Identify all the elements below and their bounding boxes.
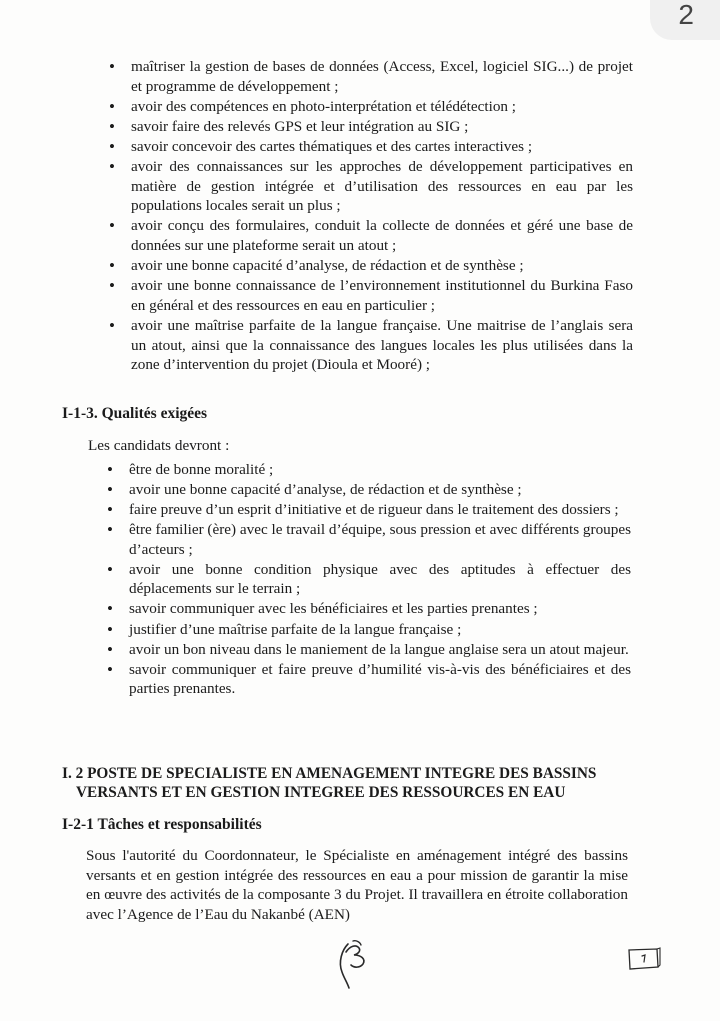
section-intro: Les candidats devront : [88, 437, 230, 454]
list-item: • avoir une bonne condition physique avec des aptitudes à effectuer des déplacements sur le terrain ; [129, 560, 631, 599]
section-paragraph: Sous l'autorité du Coordonnateur, le Spécialiste en aménagement intégré des bassins versants et en gestion intégrée des ressources en eau a pour mission de garantir la mise en œuvre des activités de la composante 3 du Projet. Il travaillera en étroite collaboration avec l’Agence de l’Eau du Nakanbé (AEN) [86, 847, 628, 923]
section-heading-taches: I-2-1 Tâches et responsabilités [62, 816, 262, 833]
list-item: • avoir une maîtrise parfaite de la langue française. Une maitrise de l’anglais sera un atout, ainsi que la connaissance des langues locales les plus utilisées dans la zone d’intervention du projet (Dioula et Mooré) ; [131, 316, 633, 375]
list-item: • avoir des compétences en photo-interprétation et télédétection ; [131, 97, 633, 117]
list-item: • faire preuve d’un esprit d’initiative et de rigueur dans le traitement des dossiers ; [129, 500, 631, 520]
signature-icon [334, 938, 374, 995]
list-item: • maîtriser la gestion de bases de données (Access, Excel, logiciel SIG...) de projet et programme de développement ; [131, 57, 633, 96]
stamp-icon [627, 945, 661, 973]
skills-list [131, 57, 633, 375]
list-item: • avoir un bon niveau dans le maniement de la langue anglaise sera un atout majeur. [129, 640, 631, 660]
heading-line: I. 2 POSTE DE SPECIALISTE EN AMENAGEMENT INTEGRE DES BASSINS [62, 765, 597, 782]
heading-line: VERSANTS ET EN GESTION INTEGREE DES RESSOURCES EN EAU [76, 784, 566, 801]
page-number: 2 [678, 0, 694, 30]
list-item: • savoir concevoir des cartes thématiques et des cartes interactives ; [131, 137, 633, 157]
list-item: • avoir conçu des formulaires, conduit la collecte de données et géré une base de données sur une plateforme serait un atout ; [131, 216, 633, 255]
section-heading-qualites: I-1-3. Qualités exigées [62, 405, 208, 422]
list-item: • savoir communiquer avec les bénéficiaires et les parties prenantes ; [129, 599, 631, 619]
list-item: • savoir communiquer et faire preuve d’humilité vis-à-vis des bénéficiaires et des parties prenantes. [129, 660, 631, 699]
list-item: • être familier (ère) avec le travail d’équipe, sous pression et avec différents groupes d’acteurs ; [129, 520, 631, 559]
list-item: • avoir une bonne connaissance de l’environnement institutionnel du Burkina Faso en général et des ressources en eau en particulier ; [131, 276, 633, 315]
section-heading-poste [62, 764, 634, 802]
list-item: • savoir faire des relevés GPS et leur intégration au SIG ; [131, 117, 633, 137]
list-item: • justifier d’une maîtrise parfaite de la langue française ; [129, 620, 631, 640]
list-item: • avoir une bonne capacité d’analyse, de rédaction et de synthèse ; [131, 256, 633, 276]
qualities-list [129, 460, 631, 699]
list-item: • être de bonne moralité ; [129, 460, 631, 480]
list-item: • avoir des connaissances sur les approches de développement participatives en matière de gestion intégrée et d’utilisation des ressources en eau par les populations locales serait un plus ; [131, 157, 633, 216]
list-item: • avoir une bonne capacité d’analyse, de rédaction et de synthèse ; [129, 480, 631, 500]
